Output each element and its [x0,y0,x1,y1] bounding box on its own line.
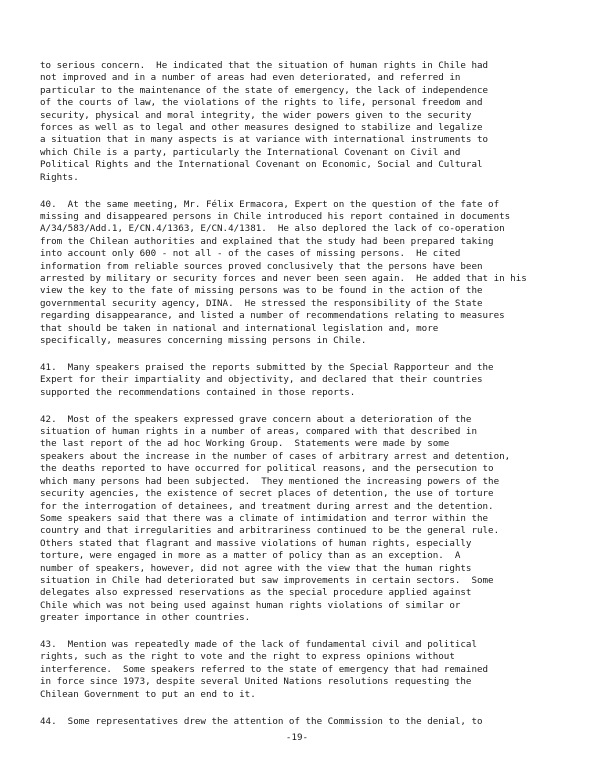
text-line: to serious concern. He indicated that the situation of human rights in Chile had [40,60,489,71]
text-line: torture, were engaged in more as a matter of policy than as an exception. A [40,550,461,562]
paragraph-43 [40,639,560,701]
text-line: particular to the maintenance of the state of emergency, the lack of independence [40,84,489,96]
text-line: arrested by military or security forces and never been seen again. He added that in his [40,273,527,284]
text-line: 44. Some representatives drew the attention of the Commission to the denial, to [40,715,483,727]
paragraph-40 [40,199,560,348]
text-line: 43. Mention was repeatedly made of the lack of fundamental civil and political [40,639,477,651]
text-line: number of speakers, however, did not agree with the view that the human rights [40,562,472,574]
text-line: country and that irregularities and arbitrariness continued to be the general rule. [40,525,500,537]
text-line: situation of human rights in a number of areas, compared with that described in [40,426,477,438]
text-line: rights, such as the right to vote and the right to express opinions without [40,651,455,663]
text-line: in force since 1973, despite several United Nations resolutions requesting the [40,676,472,688]
text-line: interference. Some speakers referred to the state of emergency that had remained [40,663,489,675]
text-line: Expert for their impartiality and objectivity, and declared that their countries [40,374,483,386]
text-line: Chile which was not being used against human rights violations of similar or [40,599,461,611]
text-line: the deaths reported to have occurred for political reasons, and the persecution to [40,463,494,475]
text-line: 40. At the same meeting, Mr. Félix Ermacora, Expert on the question of the fate of [40,198,500,210]
text-line: not improved and in a number of areas had even deteriorated, and referred in [40,72,461,84]
text-line: governmental security agency, DINA. He stressed the responsibility of the State [40,297,483,309]
text-line: 41. Many speakers praised the reports submitted by the Special Rapporteur and the [40,361,494,373]
paragraph-continued [40,60,560,184]
text-line: specifically, measures concerning missing persons in Chile. [40,335,367,347]
document-body [40,60,560,743]
text-line: supported the recommendations contained in those reports. [40,386,356,398]
text-line: of the courts of law, the violations of the rights to life, personal freedom and [40,97,483,109]
text-line: security agencies, the existence of secret places of detention, the use of torture [40,488,494,500]
paragraph-42 [40,414,560,625]
text-line: from the Chilean authorities and explained that the study had been prepared taking [40,235,494,247]
text-line: view the key to the fate of missing persons was to be found in the action of the [40,285,483,297]
text-line: regarding disappearance, and listed a number of recommendations relating to measures [40,310,505,322]
text-line: Some speakers said that there was a climate of intimidation and terror within the [40,512,489,524]
text-line: for the interrogation of detainees, and treatment during arrest and the detention. [40,500,494,512]
text-line: Chilean Government to put an end to it. [40,688,256,700]
text-line: security, physical and moral integrity, the wider powers given to the security [40,109,472,121]
text-line: greater importance in other countries. [40,612,251,624]
text-line: 42. Most of the speakers expressed grave concern about a deterioration of the [40,413,472,425]
text-line: situation in Chile had deteriorated but saw improvements in certain sectors. Some [40,574,494,586]
text-line: a situation that in many aspects is at variance with international instruments to [40,134,489,146]
page-number: -19- [285,732,309,743]
text-line: information from reliable sources proved conclusively that the persons have been [40,260,483,272]
text-line: into account only 600 - not all - of the cases of missing persons. He cited [40,248,461,260]
text-line: the last report of the ad hoc Working Group. Statements were made by some [40,438,450,450]
text-line: Political Rights and the International Covenant on Economic, Social and Cultural [40,159,483,171]
paragraph-44 [40,716,560,728]
text-line: which Chile is a party, particularly the International Covenant on Civil and [40,146,461,158]
text-line: which many persons had been subjected. They mentioned the increasing powers of the [40,475,500,487]
text-line: forces as well as to legal and other measures designed to stabilize and legalize [40,122,483,134]
paragraph-41 [40,362,560,399]
text-line: that should be taken in national and international legislation and, more [40,322,439,334]
text-line: Rights. [40,171,79,183]
text-line: Others stated that flagrant and massive violations of human rights, especially [40,537,472,549]
text-line: A/34/583/Add.1, E/CN.4/1363, E/CN.4/1381. He also deplored the lack of co-operation [40,223,505,235]
text-line: missing and disappeared persons in Chile introduced his report contained in documents [40,210,511,222]
text-line: delegates also expressed reservations as the special procedure applied against [40,587,472,599]
text-line: speakers about the increase in the number of cases of arbitrary arrest and detention, [40,450,511,462]
